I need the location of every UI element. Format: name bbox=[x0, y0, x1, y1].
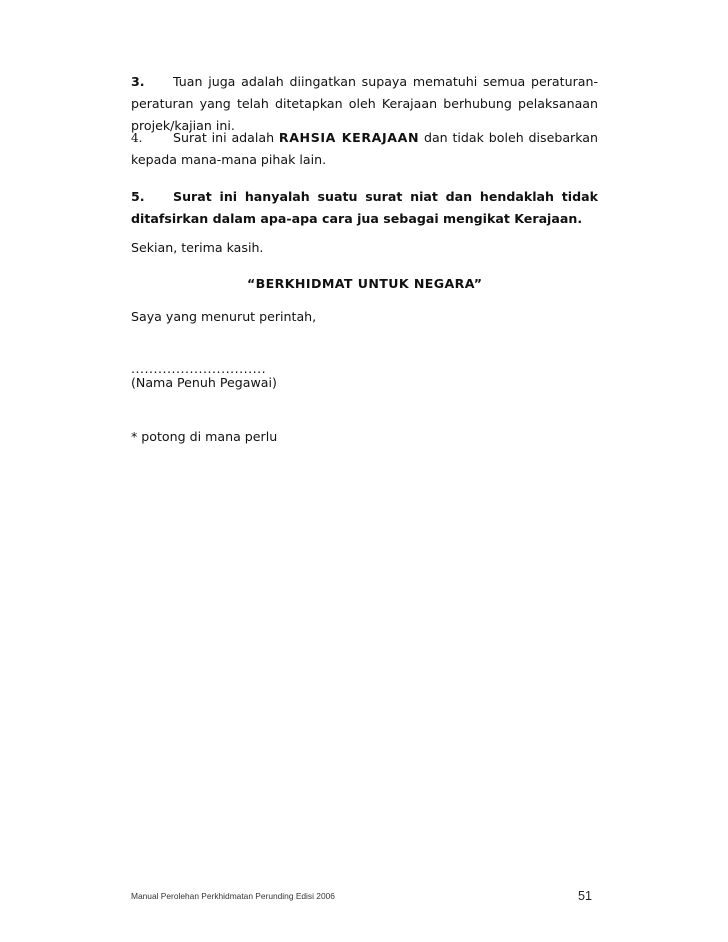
paragraph-5-number: 5. bbox=[131, 189, 145, 204]
paragraph-4-text-after: dan tidak boleh disebarkan kepada mana-mana pihak lain. bbox=[131, 130, 598, 167]
footer-manual-title: Manual Perolehan Perkhidmatan Perunding Edisi 2006 bbox=[131, 891, 335, 901]
paragraph-3-text: Tuan juga adalah diingatkan supaya mematuhi semua peraturan-peraturan yang telah ditetapkan oleh Kerajaan berhubung pelaksanaan projek/kajian ini. bbox=[131, 74, 598, 133]
paragraph-3-number: 3. bbox=[131, 74, 145, 89]
page-number: 51 bbox=[578, 889, 593, 903]
paragraph-5-text: Surat ini hanyalah suatu surat niat dan hendaklah tidak ditafsirkan dalam apa-apa cara jua sebagai mengikat Kerajaan. bbox=[131, 189, 598, 226]
paragraph-4-number: 4. bbox=[131, 131, 143, 145]
footnote: * potong di mana perlu bbox=[131, 429, 278, 444]
motto: “BERKHIDMAT UNTUK NEGARA” bbox=[247, 276, 483, 291]
closing-line: Sekian, terima kasih. bbox=[131, 240, 264, 255]
officer-name-placeholder: (Nama Penuh Pegawai) bbox=[131, 375, 277, 390]
paragraph-4 bbox=[131, 127, 598, 171]
signature-line: .............................. bbox=[131, 361, 267, 376]
order-line: Saya yang menurut perintah, bbox=[131, 309, 317, 324]
paragraph-5 bbox=[131, 186, 598, 230]
paragraph-4-text-before: Surat ini adalah bbox=[173, 130, 279, 145]
paragraph-4-emphasis: RAHSIA KERAJAAN bbox=[278, 130, 420, 145]
